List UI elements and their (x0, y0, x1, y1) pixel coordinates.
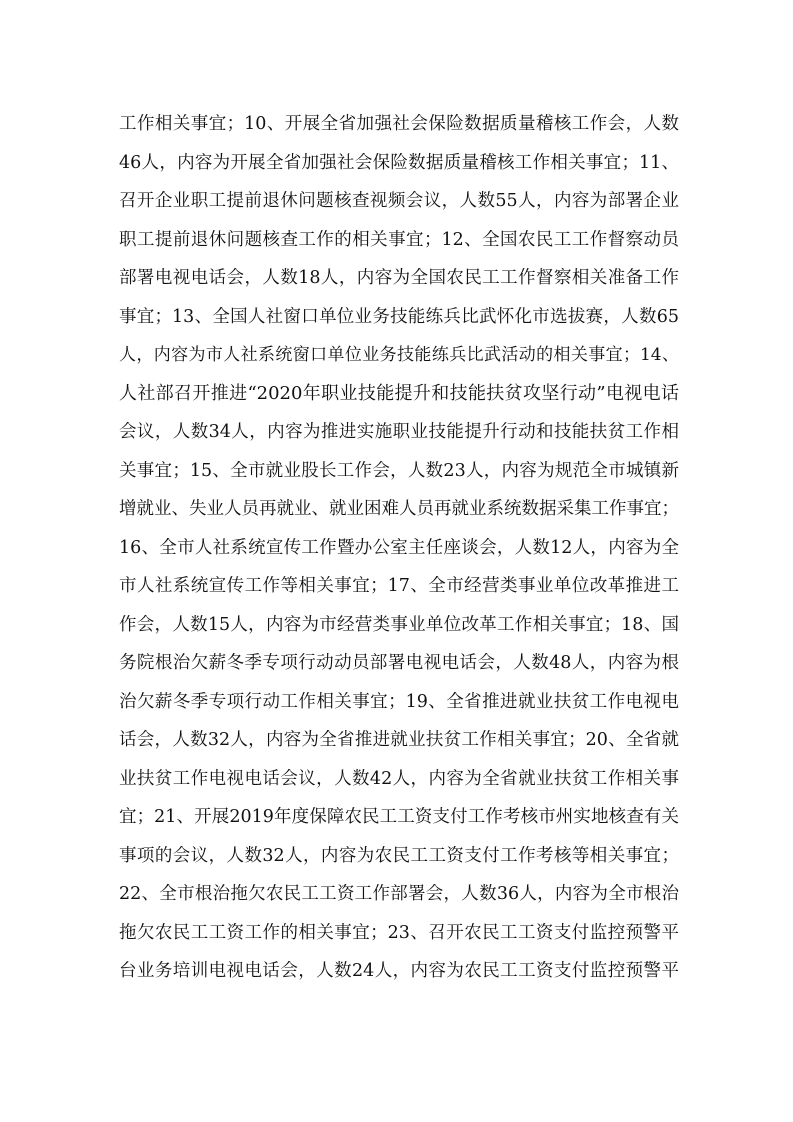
text-line: 作会，人数15人，内容为市经营类事业单位改革工作相关事宜；18、国 (119, 614, 679, 635)
text-line: 召开企业职工提前退休问题核查视频会议，人数55人，内容为部署企业 (119, 191, 679, 211)
text-line: 会议，人数34人，内容为推进实施职业技能提升行动和技能扶贫工作相 (119, 422, 679, 442)
text-line: 台业务培训电视电话会，人数24人，内容为农民工工资支付监控预警平 (119, 961, 679, 981)
text-line: 职工提前退休问题核查工作的相关事宜；12、全国农民工工作督察动员 (119, 229, 679, 250)
text-line: 22、全市根治拖欠农民工工资工作部署会，人数36人，内容为全市根治 (119, 884, 679, 904)
text-line: 市人社系统宣传工作等相关事宜；17、全市经营类事业单位改革推进工 (119, 576, 679, 596)
text-line: 业扶贫工作电视电话会议，人数42人，内容为全省就业扶贫工作相关事 (119, 768, 679, 789)
text-line: 务院根治欠薪冬季专项行动动员部署电视电话会，人数48人，内容为根 (119, 653, 679, 673)
text-line: 部署电视电话会，人数18人，内容为全国农民工工作督察相关准备工作 (119, 268, 679, 288)
text-line: 治欠薪冬季专项行动工作相关事宜；19、全省推进就业扶贫工作电视电 (119, 691, 679, 712)
text-line: 16、全市人社系统宣传工作暨办公室主任座谈会，人数12人，内容为全 (119, 537, 679, 558)
body-paragraph (119, 105, 679, 991)
text-line: 拖欠农民工工资工作的相关事宜；23、召开农民工工资支付监控预警平 (119, 922, 679, 943)
text-line: 46人，内容为开展全省加强社会保险数据质量稽核工作相关事宜；11、 (119, 152, 679, 173)
text-line: 增就业、失业人员再就业、就业困难人员再就业系统数据采集工作事宜； (119, 499, 679, 519)
text-line: 宜；21、开展2019年度保障农民工工资支付工作考核市州实地核查有关 (119, 807, 679, 827)
text-line: 关事宜；15、全市就业股长工作会，人数23人，内容为规范全市城镇新 (119, 460, 679, 481)
text-line: 人社部召开推进“2020年职业技能提升和技能扶贫攻坚行动”电视电话 (119, 382, 679, 404)
text-line: 事项的会议，人数32人，内容为农民工工资支付工作考核等相关事宜； (119, 845, 679, 866)
text-line: 事宜；13、全国人社窗口单位业务技能练兵比武怀化市选拔赛，人数65 (119, 306, 679, 327)
text-line: 人，内容为市人社系统窗口单位业务技能练兵比武活动的相关事宜；14、 (119, 345, 679, 365)
text-line: 工作相关事宜；10、开展全省加强社会保险数据质量稽核工作会，人数 (119, 114, 679, 134)
text-line: 话会，人数32人，内容为全省推进就业扶贫工作相关事宜；20、全省就 (119, 730, 679, 750)
